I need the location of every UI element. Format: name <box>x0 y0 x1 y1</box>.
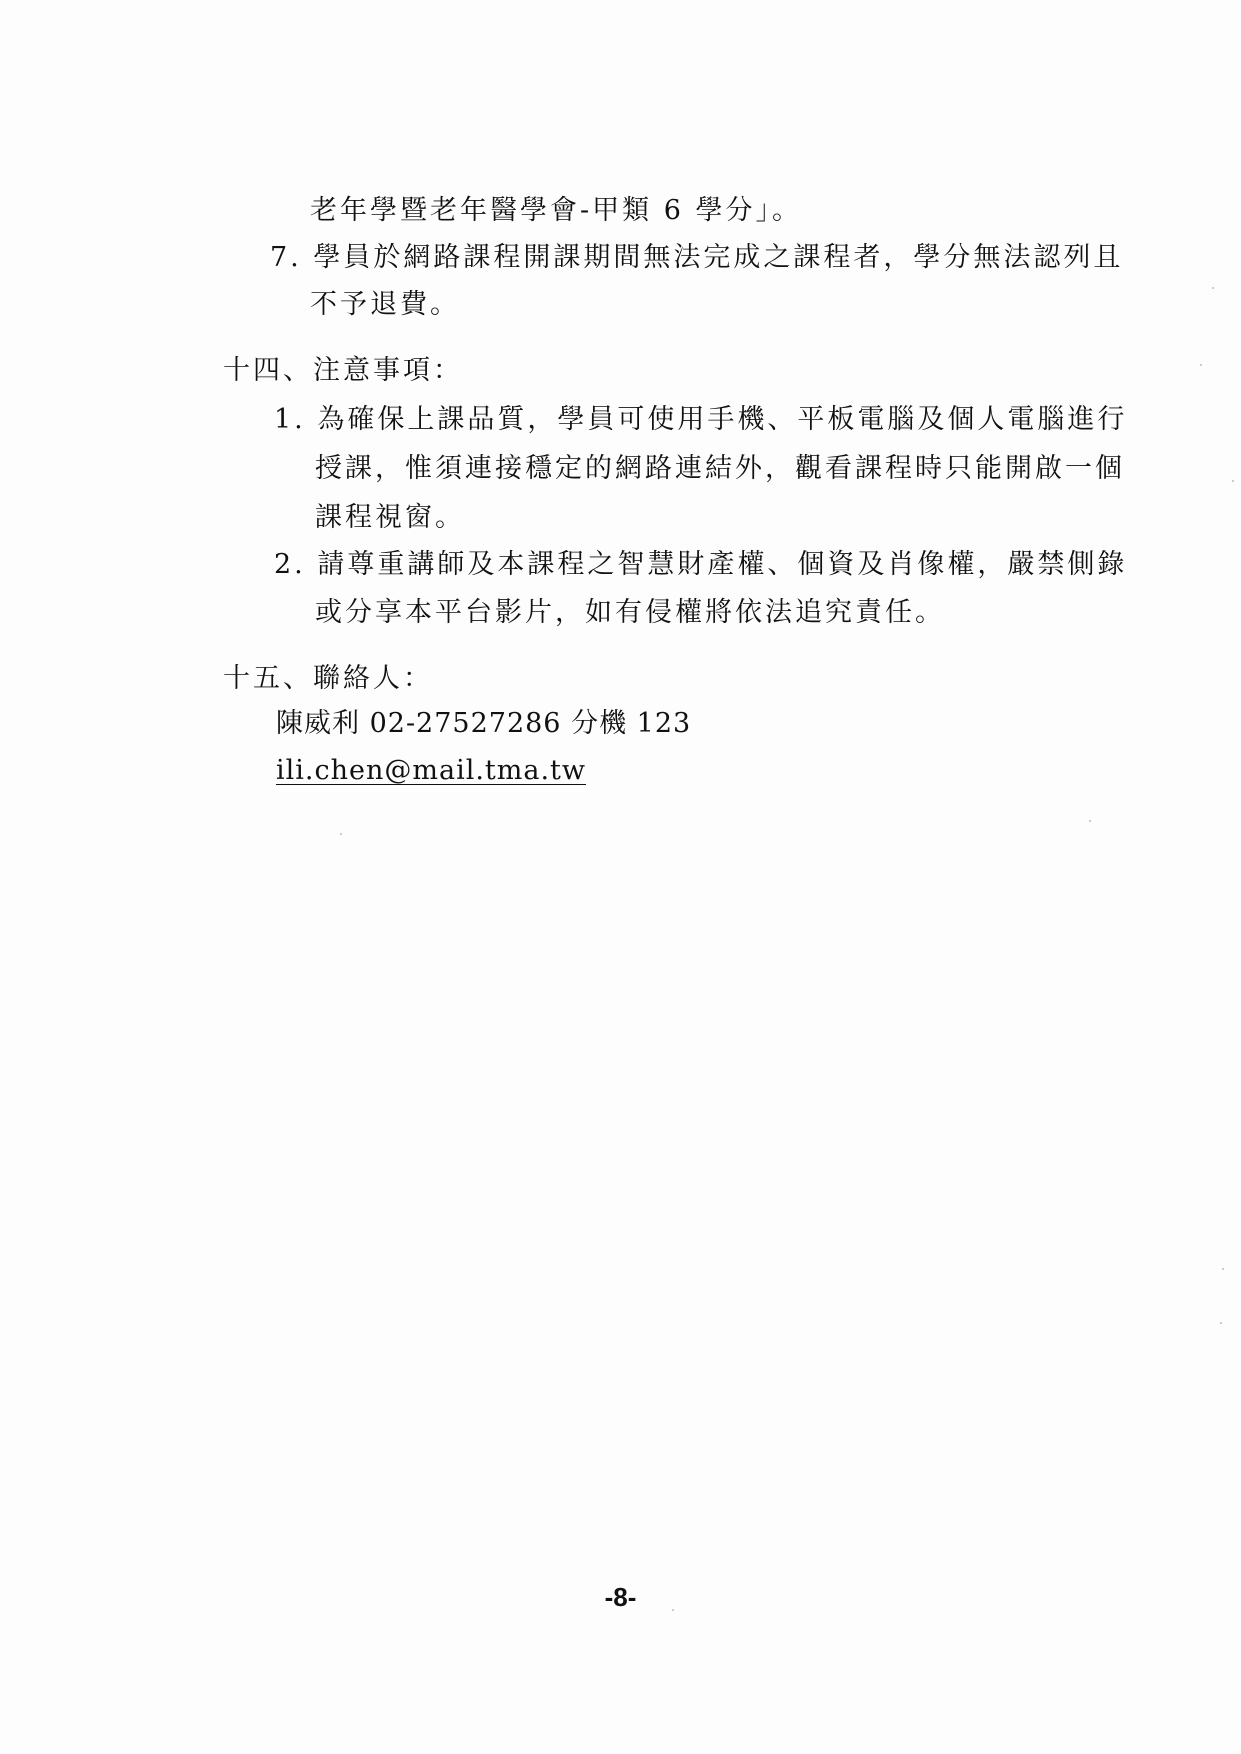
list-item-1: 1. 為確保上課品質，學員可使用手機、平板電腦及個人電腦進行 <box>274 404 1128 435</box>
contact-name-phone: 陳威利 02-27527286 分機 123 <box>276 708 692 739</box>
scan-speck <box>1222 1268 1224 1270</box>
contact-email-link[interactable]: ili.chen@mail.tma.tw <box>276 755 587 786</box>
list-item-7: 7. 學員於網路課程開課期間無法完成之課程者，學分無法認列且 <box>270 242 1124 273</box>
scan-speck <box>1212 287 1214 289</box>
section-heading-contact: 十五、聯絡人： <box>223 663 433 694</box>
scan-speck <box>672 1609 674 1611</box>
scan-speck <box>1089 820 1091 822</box>
scan-speck <box>340 833 342 835</box>
list-item-2: 2. 請尊重講師及本課程之智慧財產權、個資及肖像權，嚴禁側錄 <box>274 549 1128 580</box>
text-line: 不予退費。 <box>310 289 460 320</box>
scan-speck <box>1232 480 1234 482</box>
scan-speck <box>1200 364 1202 366</box>
page-number: -8- <box>604 1582 637 1612</box>
text-line: 或分享本平台影片，如有侵權將依法追究責任。 <box>315 597 945 628</box>
text-line: 老年學暨老年醫學會-甲類 6 學分」。 <box>310 195 802 226</box>
text-line: 課程視窗。 <box>315 502 465 533</box>
section-heading-notes: 十四、注意事項： <box>223 355 463 386</box>
scan-speck <box>1220 1322 1222 1324</box>
text-line: 授課，惟須連接穩定的網路連結外，觀看課程時只能開啟一個 <box>315 453 1125 484</box>
